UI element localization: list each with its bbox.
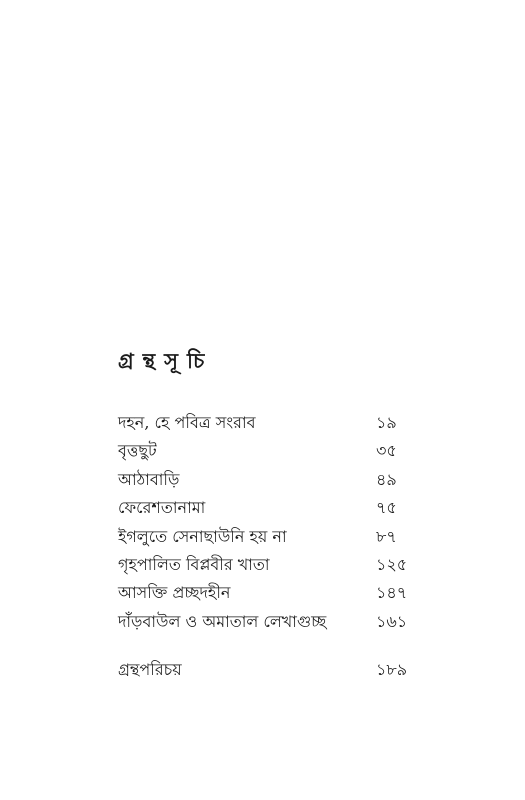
toc-entry-page: ১৯ [376, 413, 397, 432]
toc-entry [118, 580, 418, 608]
toc-entry-title: আঠাবাড়ি [118, 469, 180, 489]
toc-entry-title: দাঁড়বাউল ও অমাতাল লেখাগুচ্ছ [118, 611, 327, 631]
toc-entry-title: ইগলুতে সেনাছাউনি হয় না [118, 526, 287, 546]
toc-entry-title: ফেরেশতানামা [118, 498, 206, 518]
toc-entry-page: ১৪৭ [376, 583, 408, 603]
toc-entry-title: বৃত্তছুট [118, 441, 157, 461]
toc-entry [118, 438, 418, 466]
toc-list [118, 410, 418, 686]
toc-entry-page: ১৬১ [376, 611, 408, 631]
toc-appendix-entry [118, 657, 418, 685]
toc-entry-page: ৮৭ [376, 526, 397, 546]
toc-entry [118, 495, 418, 523]
toc-entry [118, 410, 418, 438]
toc-entry [118, 609, 418, 637]
toc-appendix-page: ১৮৯ [376, 660, 408, 680]
toc-entry-title: গৃহপালিত বিপ্লবীর খাতা [118, 554, 270, 574]
toc-entry-page: ৭৫ [376, 498, 397, 518]
toc-appendix-title: গ্রন্থপরিচয় [118, 660, 182, 680]
toc-entry-page: ১২৫ [376, 554, 408, 574]
toc-entry [118, 467, 418, 495]
toc-entry-page: ৪৯ [376, 469, 397, 489]
toc-entry-title: আসক্তি প্রচ্ছদহীন [118, 583, 231, 603]
toc-entry-page: ৩৫ [376, 441, 397, 461]
toc-heading: গ্রন্থসূচি [118, 348, 214, 373]
toc-entry [118, 524, 418, 552]
toc-entry-title: দহন, হে পবিত্র সংরাব [118, 413, 256, 432]
toc-entry [118, 552, 418, 580]
